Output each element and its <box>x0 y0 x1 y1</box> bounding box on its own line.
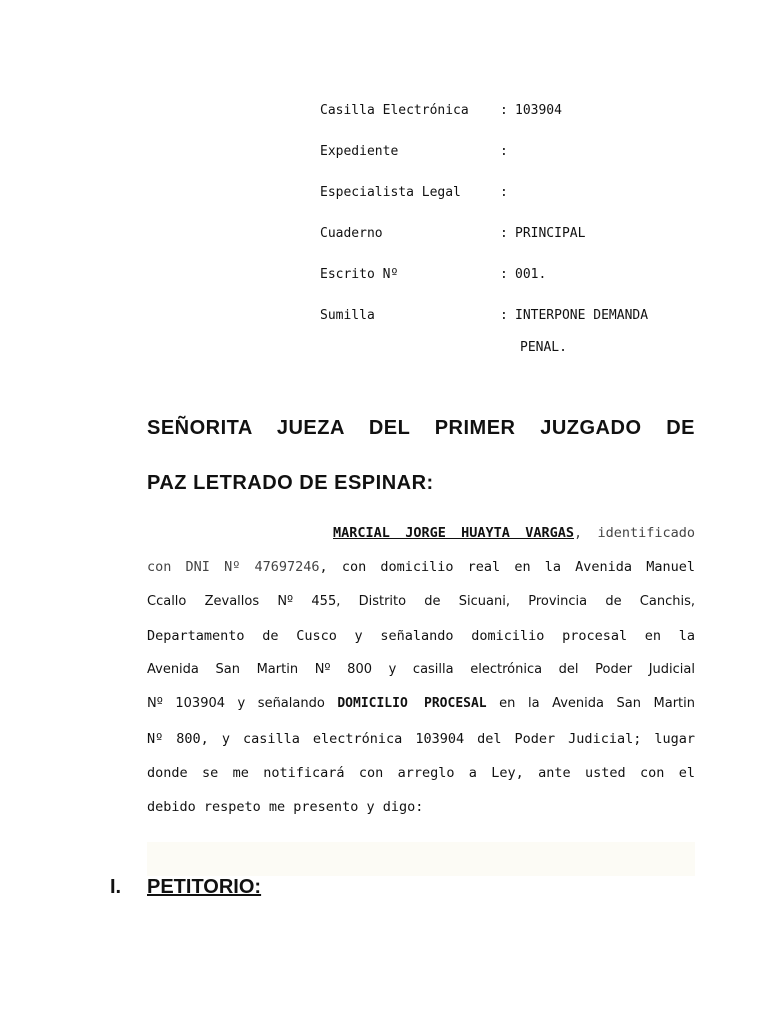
section-number: I. <box>110 876 122 898</box>
body-text: , con domicilio real en la Avenida Manuel <box>319 559 695 575</box>
meta-row-cuaderno <box>320 224 720 265</box>
body-line: Departamento de Cusco y señalando domicilio procesal en la <box>147 628 695 644</box>
section-title: PETITORIO: <box>147 876 262 898</box>
body-line: Avenida San Martin Nº 800 y casilla electrónica del Poder Judicial <box>147 662 695 677</box>
meta-value: INTERPONE DEMANDA <box>515 308 649 323</box>
meta-value: PRINCIPAL <box>515 226 586 241</box>
meta-label: Cuaderno <box>320 226 383 241</box>
meta-colon: : <box>500 103 508 118</box>
meta-colon: : <box>500 185 508 200</box>
dni-text: con DNI Nº 47697246 <box>147 559 320 575</box>
meta-value: 001. <box>515 267 547 282</box>
body-text: en la Avenida San Martin <box>486 696 695 711</box>
body-line: Nº 800, y casilla electrónica 103904 del Poder Judicial; lugar <box>147 731 695 747</box>
meta-row-expediente <box>320 142 720 183</box>
plaintiff-name: MARCIAL JORGE HUAYTA VARGAS <box>333 525 575 541</box>
meta-label: Escrito Nº <box>320 267 399 282</box>
sumilla-continuation: PENAL. <box>520 340 567 355</box>
body-line <box>147 557 695 577</box>
meta-colon: : <box>500 144 508 159</box>
meta-row-escrito <box>320 265 720 306</box>
meta-colon: : <box>500 267 508 282</box>
meta-label: Sumilla <box>320 308 375 323</box>
meta-row-casilla <box>320 101 720 142</box>
meta-row-especialista <box>320 183 720 224</box>
case-metadata <box>320 101 720 347</box>
body-text: Nº 103904 y señalando <box>147 696 338 711</box>
body-line <box>333 523 695 543</box>
domicilio-procesal-emphasis: DOMICILIO PROCESAL <box>337 696 487 711</box>
addressee-heading-line2: PAZ LETRADO DE ESPINAR: <box>147 472 434 494</box>
blank-highlight-strip <box>147 842 695 876</box>
meta-colon: : <box>500 226 508 241</box>
body-line: debido respeto me presento y digo: <box>147 799 424 815</box>
body-line: Ccallo Zevallos Nº 455, Distrito de Sicuani, Provincia de Canchis, <box>147 594 695 609</box>
body-line: donde se me notificará con arreglo a Ley, ante usted con el <box>147 765 695 781</box>
meta-value: 103904 <box>515 103 562 118</box>
body-line <box>147 694 695 714</box>
addressee-heading-line1: SEÑORITA JUEZA DEL PRIMER JUZGADO DE <box>147 417 695 439</box>
body-text: , identificado <box>574 525 695 541</box>
meta-colon: : <box>500 308 508 323</box>
meta-label: Expediente <box>320 144 399 159</box>
meta-label: Casilla Electrónica <box>320 103 469 118</box>
meta-label: Especialista Legal <box>320 185 461 200</box>
